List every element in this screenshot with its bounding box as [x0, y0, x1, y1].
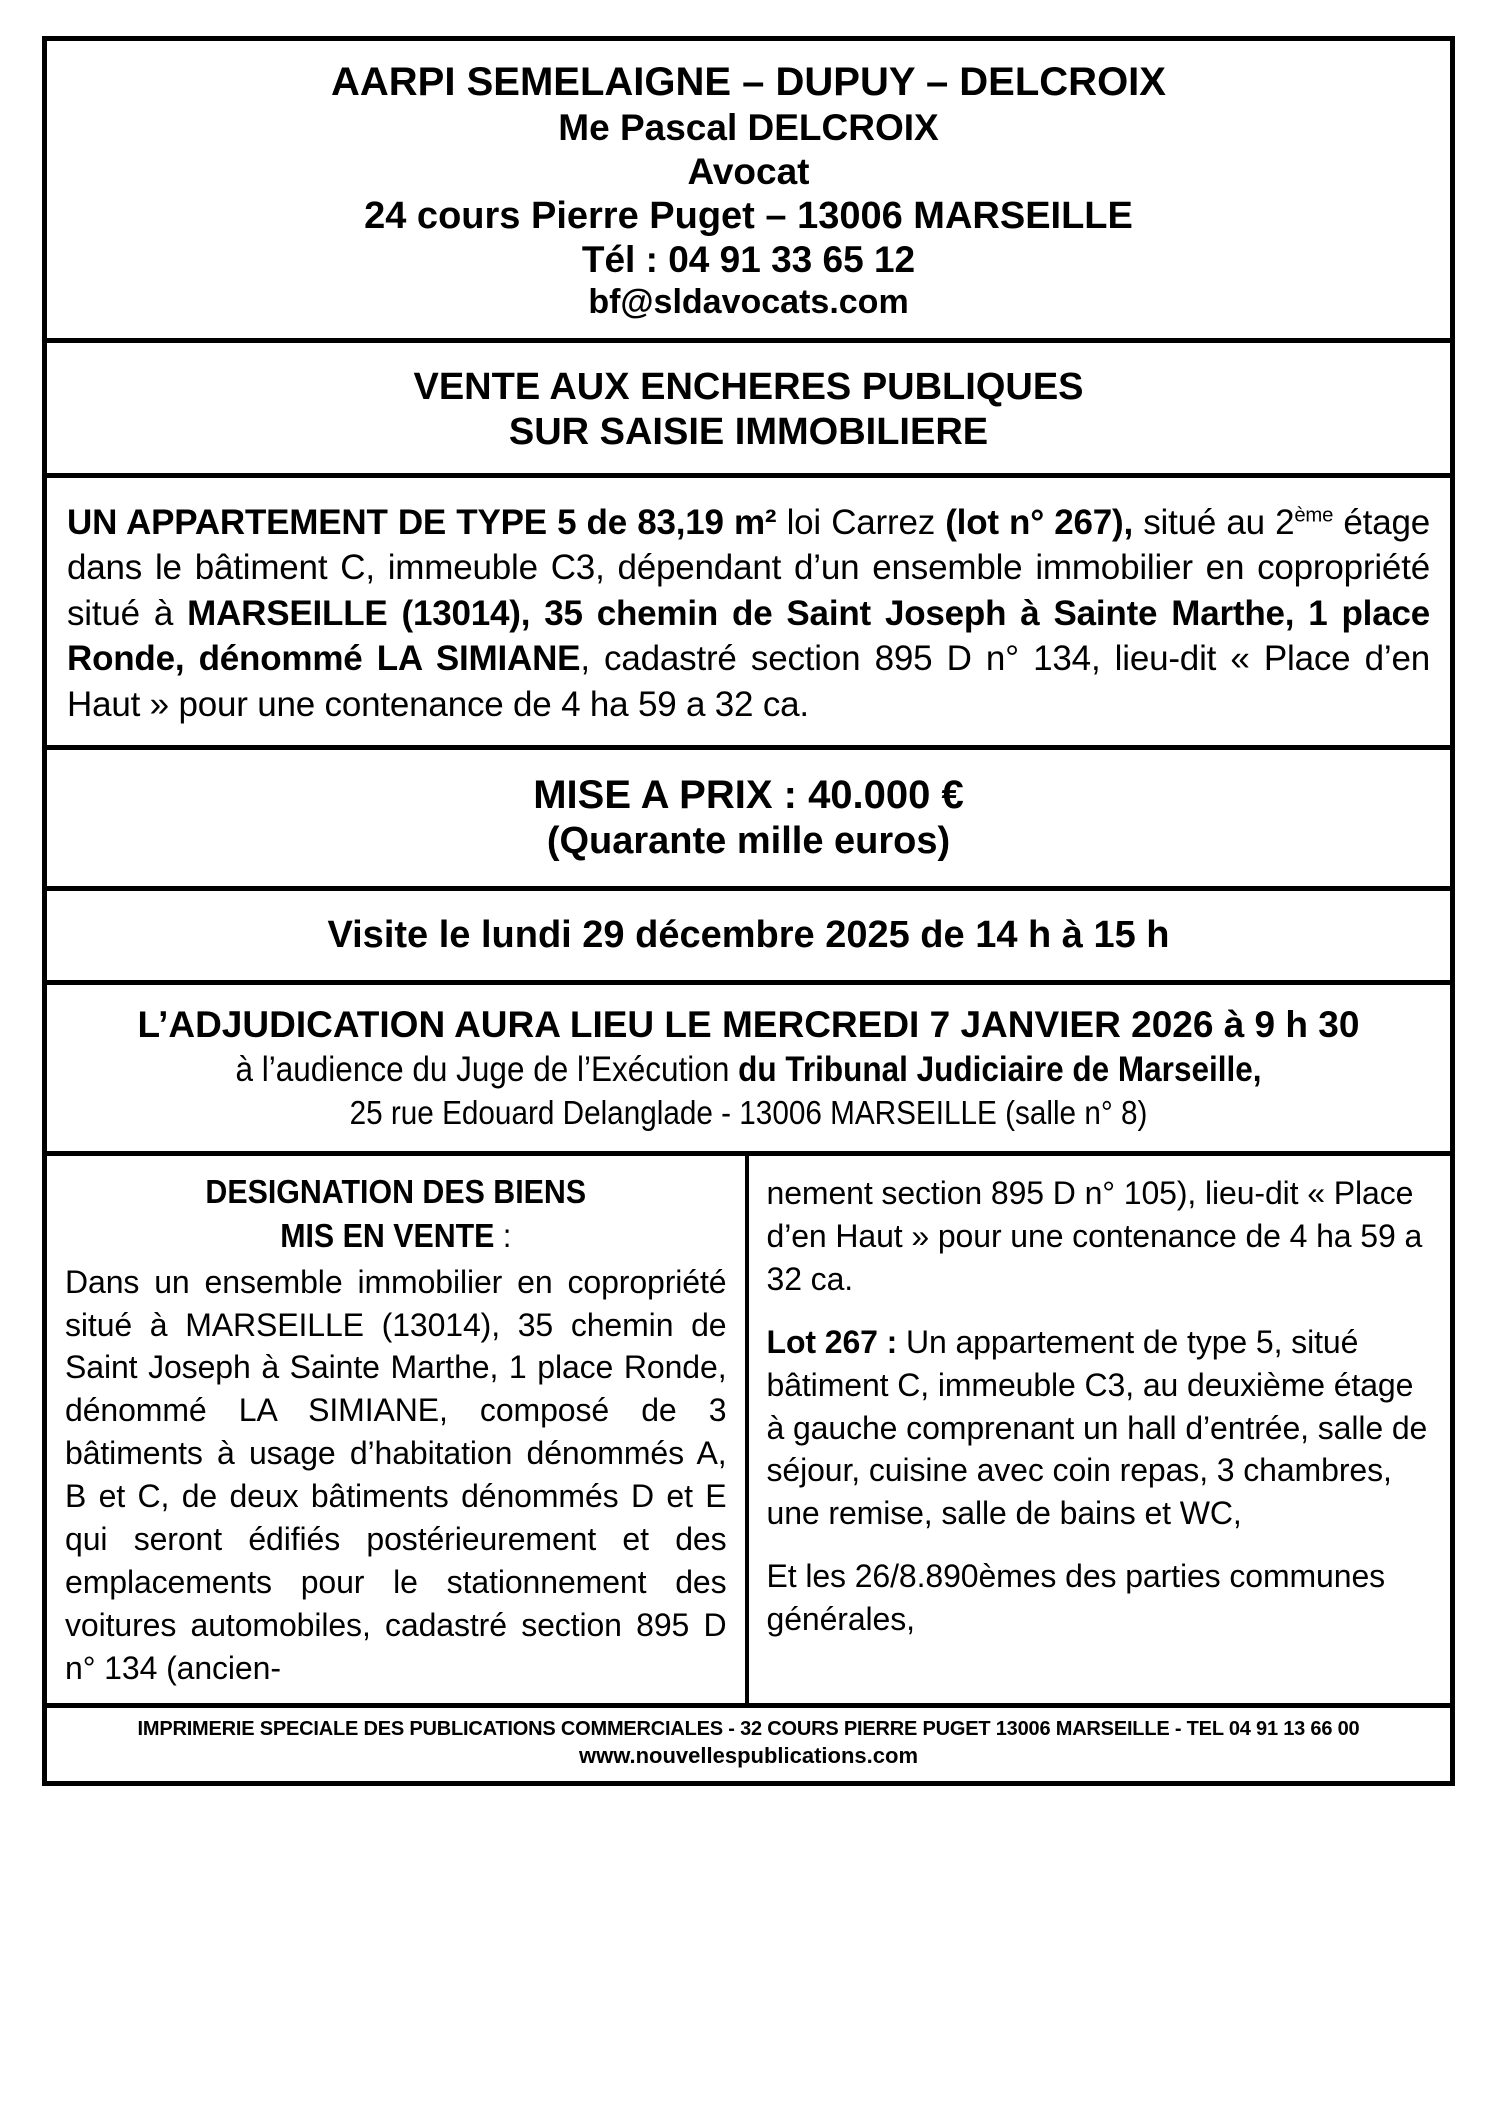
adjudication-headline: L’ADJUDICATION AURA LIEU LE MERCREDI 7 JANVIER 2026 à 9 h 30: [137, 1004, 1360, 1046]
legal-notice-box: [42, 36, 1455, 1786]
description-location-bold: MARSEILLE (13014), 35 chemin de Saint Joseph à Sainte Marthe, 1 place Ronde, dénommé LA SIMIANE: [67, 593, 1431, 679]
designation-left-column: [47, 1156, 749, 1703]
property-description: [67, 500, 1430, 728]
description-type-bold: UN APPARTEMENT DE TYPE 5 de 83,19 m²: [67, 502, 777, 542]
adjudication-venue: [130, 1047, 1368, 1093]
starting-price-amount: MISE A PRIX : 40.000 €: [533, 773, 964, 818]
designation-heading-line2: [91, 1216, 700, 1256]
designation-heading-bold: MIS EN VENTE: [280, 1217, 495, 1255]
designation-right-body: [767, 1172, 1433, 1641]
lot-label: Lot 267 :: [766, 1323, 898, 1360]
adjudication-venue-address: 25 rue Edouard Delanglade - 13006 MARSEILLE (salle n° 8): [349, 1094, 1148, 1132]
adjudication-venue-prefix: à l’audience du Juge de l’Exécution: [235, 1049, 739, 1089]
designation-heading-colon: :: [494, 1217, 512, 1255]
designation-left-body: [65, 1261, 727, 1690]
printer-website: www.nouvellespublications.com: [578, 1743, 919, 1769]
starting-price-words: (Quarante mille euros): [546, 820, 951, 863]
description-ordinal-suffix: ème: [1294, 504, 1334, 527]
starting-price-band: [47, 750, 1450, 891]
masthead-band: [47, 41, 1450, 343]
designation-columns-band: [47, 1156, 1450, 1708]
notice-title-line1: VENTE AUX ENCHERES PUBLIQUES: [413, 366, 1084, 409]
lot-description: Un appartement de type 5, situé bâtiment C, immeuble C3, au deuxième étage à gauche comprenant un hall d’entrée, salle de séjour, cuisine avec coin repas, 3 chambres, une remise, salle de bains et WC,: [766, 1323, 1428, 1532]
description-carrez: loi Carrez: [776, 502, 946, 542]
designation-heading-line1: DESIGNATION DES BIENS: [205, 1173, 587, 1211]
adjudication-court-name: du Tribunal Judiciaire de Marseille,: [738, 1049, 1262, 1089]
designation-right-column: [749, 1156, 1451, 1703]
common-shares-paragraph: Et les 26/8.890èmes des parties communes générales,: [766, 1558, 1386, 1638]
description-cadastre: , cadastré section 895 D n° 134, lieu-dit « Place d’en Haut » pour une contenance de 4 ha 59 a 32 ca.: [67, 639, 1430, 724]
firm-email: bf@sldavocats.com: [588, 282, 909, 321]
printer-info: IMPRIMERIE SPECIALE DES PUBLICATIONS COMMERCIALES - 32 COURS PIERRE PUGET 13006 MARSEILLE - TEL 04 91 13 66 00: [137, 1718, 1360, 1741]
title-band: [47, 343, 1450, 478]
visit-band: [47, 891, 1450, 985]
lot-paragraph: [767, 1321, 1433, 1535]
lawyer-name: Me Pascal DELCROIX: [558, 107, 939, 149]
visit-schedule: Visite le lundi 29 décembre 2025 de 14 h à 15 h: [327, 914, 1170, 957]
firm-address: 24 cours Pierre Puget – 13006 MARSEILLE: [364, 194, 1133, 237]
printer-footer-band: [47, 1708, 1450, 1781]
description-building: étage dans le bâtiment C, immeuble C3, dépendant d’un ensemble immobilier en copropriété situé à: [67, 502, 1430, 633]
notice-title-line2: SUR SAISIE IMMOBILIERE: [508, 410, 989, 453]
description-floor-prefix: situé au 2: [1133, 502, 1295, 542]
property-description-band: [47, 478, 1450, 751]
firm-name: AARPI SEMELAIGNE – DUPUY – DELCROIX: [331, 60, 1166, 104]
description-lot-bold: (lot n° 267),: [945, 502, 1133, 542]
lawyer-role: Avocat: [687, 150, 810, 192]
adjudication-band: [47, 985, 1450, 1156]
designation-continuation-paragraph: nement section 895 D n° 105), lieu-dit « Place d’en Haut » pour une contenance de 4 ha 59 a 32 ca.: [766, 1175, 1423, 1297]
designation-left-paragraph: Dans un ensemble immobilier en copropriété situé à MARSEILLE (13014), 35 chemin de Saint Joseph à Sainte Marthe, 1 place Ronde, dénommé LA SIMIANE, composé de 3 bâtiments à usage d’habitation dénommés A, B et C, de deux bâtiments dénommés D et E qui seront édifiés postérieurement et des emplacements pour le stationnement des voitures automobiles, cadastré section 895 D n° 134 (ancien-: [65, 1263, 727, 1686]
firm-phone: Tél : 04 91 33 65 12: [581, 239, 916, 281]
